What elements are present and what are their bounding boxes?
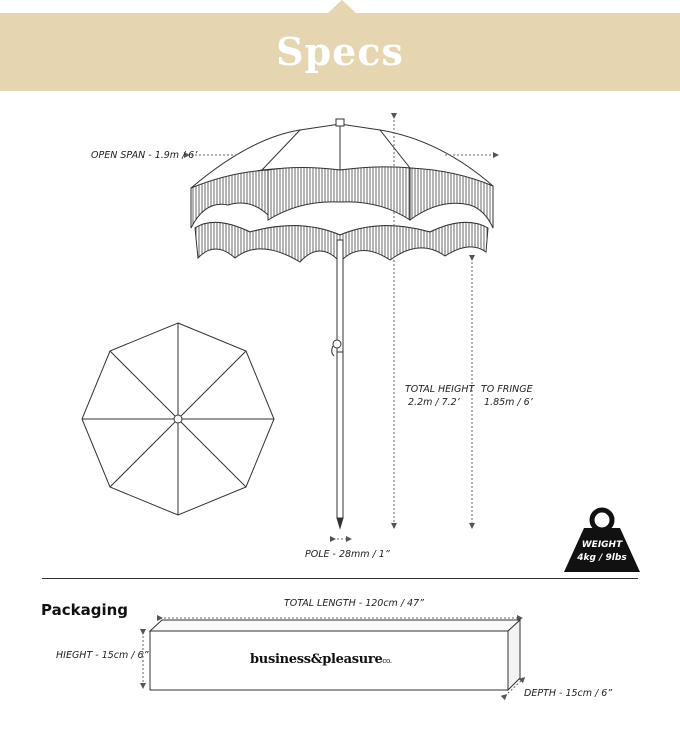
umbrella-top-icon — [82, 323, 274, 515]
weight-label: WEIGHT — [581, 540, 623, 550]
weight-value: 4kg / 9lbs — [577, 553, 627, 563]
page-title: Specs — [276, 29, 404, 74]
brand-logo — [250, 652, 392, 667]
total-height-label: TOTAL HEIGHT — [405, 384, 475, 395]
total-length-label: TOTAL LENGTH - 120cm / 47” — [284, 598, 425, 609]
pole-label: POLE - 28mm / 1” — [305, 549, 390, 560]
total-height-value: 2.2m / 7.2’ — [408, 397, 460, 408]
to-fringe-label: TO FRINGE — [481, 384, 533, 395]
packaging-title: Packaging — [41, 601, 128, 619]
package-height-label: HIEGHT - 15cm / 6” — [56, 650, 149, 661]
section-divider — [42, 578, 638, 579]
brand-name: business&pleasure — [250, 652, 383, 667]
package-depth-label: DEPTH - 15cm / 6” — [524, 688, 613, 699]
open-span-label: OPEN SPAN - 1.9m / 6’ — [91, 150, 198, 161]
brand-suffix: co. — [382, 657, 392, 665]
to-fringe-value: 1.85m / 6’ — [484, 397, 533, 408]
